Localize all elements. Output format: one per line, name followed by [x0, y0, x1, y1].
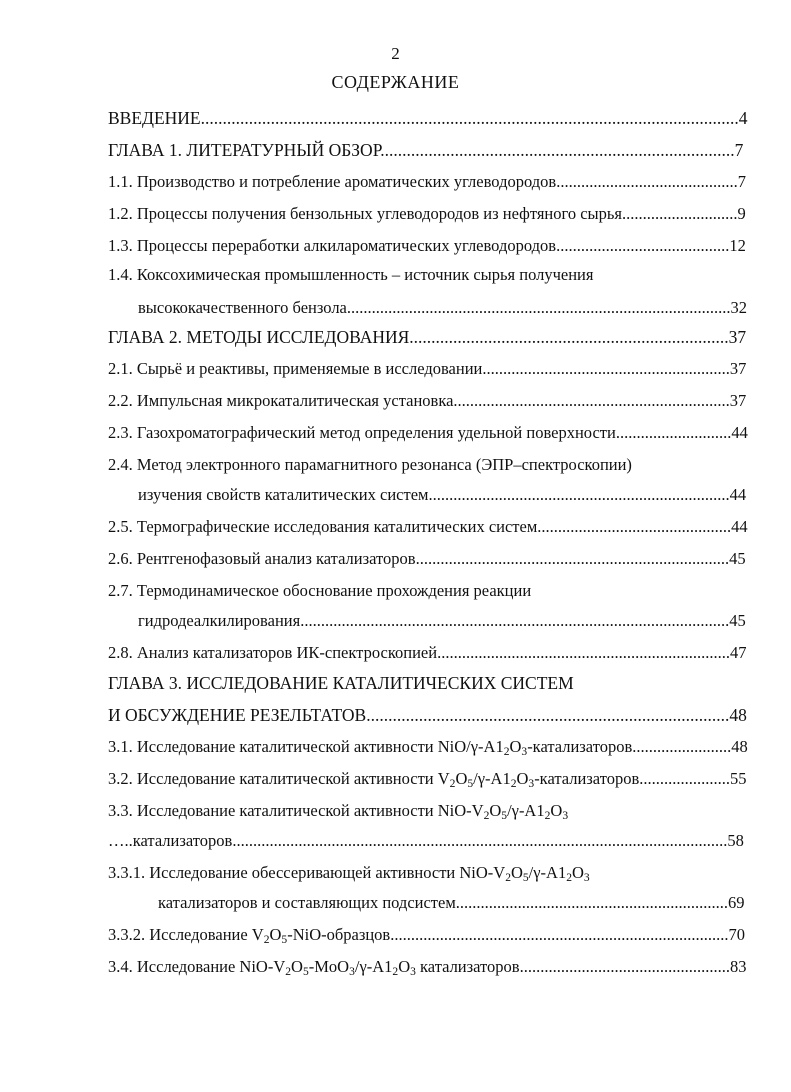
toc-entry-title: ГЛАВА 3. ИССЛЕДОВАНИЕ КАТАЛИТИЧЕСКИХ СИСТЕМ	[108, 673, 574, 693]
toc-entry-title: 2.5. Термографические исследования каталитических систем	[108, 517, 538, 536]
toc-entry	[138, 298, 747, 318]
toc-leader-dots: ........................................................................................................................	[232, 831, 728, 850]
toc-page-number: 32	[730, 298, 748, 317]
toc-entry	[108, 863, 590, 883]
toc-entry	[108, 265, 593, 285]
toc-leader-dots: ............................................	[556, 172, 738, 191]
toc-title: СОДЕРЖАНИЕ	[331, 72, 460, 92]
toc-page-number: 9	[737, 204, 746, 223]
toc-leader-dots: ...................................................	[519, 957, 730, 976]
toc-entry	[158, 893, 745, 913]
toc-page-number: 48	[729, 705, 747, 725]
toc-entry-title: 2.7. Термодинамическое обоснование прохождения реакции	[108, 581, 532, 600]
toc-leader-dots: .........................................................................	[428, 485, 730, 504]
toc-leader-dots: .................................................................................	[380, 140, 735, 160]
toc-entry-title: 1.2. Процессы получения бензольных углеводородов из нефтяного сырья	[108, 204, 622, 223]
toc-entry-title: 3.2. Исследование каталитической активности $V_2O_5/\gamma-A1_2O_3$-катализаторов	[108, 769, 640, 790]
toc-entry-title: 2.6. Рентгенофазовый анализ катализаторов	[108, 549, 416, 568]
toc-page-number: 70	[728, 925, 745, 944]
toc-page-number: 37	[728, 327, 747, 347]
toc-entry	[108, 769, 747, 789]
toc-entry	[108, 359, 746, 379]
toc-entry-title: 3.4. Исследование NiO-$V_2O_5-MoO_3/\gamma-A1_2O_3$ катализаторов	[108, 957, 520, 978]
toc-page-number: 45	[729, 549, 746, 568]
toc-entry	[108, 801, 568, 821]
toc-page-number: 44	[731, 517, 748, 536]
toc-leader-dots: ..........................................	[556, 236, 730, 255]
toc-entry-title: 1.3. Процессы переработки алкилароматических углеводородов	[108, 236, 557, 255]
toc-entry-title: 3.3.1. Исследование обессеривающей активности NiO-$V_2O_5/\gamma-A1_2O_3$	[108, 863, 590, 884]
toc-entry	[108, 831, 744, 851]
toc-leader-dots: ...................................................................	[453, 391, 730, 410]
toc-page-number: 48	[731, 737, 748, 756]
toc-leader-dots: ............................	[622, 204, 738, 223]
toc-leader-dots: ..................................................................	[455, 893, 729, 912]
toc-leader-dots: ...................................................................................	[366, 705, 730, 725]
toc-entry	[108, 423, 748, 443]
toc-entry-title: …..катализаторов	[108, 831, 233, 850]
toc-leader-dots: ............................	[615, 423, 732, 442]
toc-entry-title: 3.1. Исследование каталитической активности NiO/$\gamma-A1_2O_3$-катализаторов	[108, 737, 633, 758]
toc-entry-title: 1.1. Производство и потребление ароматических углеводородов	[108, 172, 557, 191]
toc-page-number: 45	[729, 611, 746, 630]
toc-page-number: 12	[729, 236, 746, 255]
toc-entry-title: 2.3. Газохроматографический метод определения удельной поверхности	[108, 423, 616, 442]
toc-entry-title: ГЛАВА 2. МЕТОДЫ ИССЛЕДОВАНИЯ	[108, 327, 410, 347]
toc-leader-dots: ...............................................	[537, 517, 732, 536]
toc-entry	[108, 236, 746, 256]
toc-page-number: 44	[731, 423, 748, 442]
toc-page-number: 69	[728, 893, 745, 912]
toc-entry	[108, 204, 746, 224]
toc-entry-title: изучения свойств каталитических систем	[138, 485, 429, 504]
toc-leader-dots: ..................................................................................	[390, 925, 729, 944]
toc-leader-dots: .......................................................................	[437, 643, 730, 662]
toc-entry	[138, 611, 746, 631]
toc-entry-title: высококачественного бензола	[138, 298, 347, 317]
toc-entry	[108, 957, 746, 977]
toc-entry	[108, 737, 748, 757]
toc-entry-title: гидродеалкилирования	[138, 611, 301, 630]
toc-entry-title: ГЛАВА 1. ЛИТЕРАТУРНЫЙ ОБЗОР	[108, 140, 381, 160]
toc-leader-dots: ........................................................................................................	[300, 611, 730, 630]
toc-entry	[108, 108, 748, 129]
toc-page-number: 58	[727, 831, 744, 850]
toc-entry-title: ВВЕДЕНИЕ	[108, 108, 201, 128]
toc-entry-title: 2.1. Сырьё и реактивы, применяемые в исследовании	[108, 359, 483, 378]
toc-leader-dots: ............................................................	[482, 359, 730, 378]
toc-entry	[108, 705, 747, 726]
toc-page-number: 83	[729, 957, 747, 976]
toc-entry-title: И ОБСУЖДЕНИЕ РЕЗЕЛЬТАТОВ	[108, 705, 367, 725]
toc-entry-title: 2.4. Метод электронного парамагнитного резонанса (ЭПР–спектроскопии)	[108, 455, 632, 474]
toc-entry	[108, 140, 743, 161]
toc-entry-title: 2.8. Анализ катализаторов ИК-спектроскопией	[108, 643, 438, 662]
toc-page-number: 44	[729, 485, 747, 504]
toc-entry	[108, 581, 531, 601]
toc-page-number: 37	[729, 359, 747, 378]
toc-entry	[108, 673, 574, 694]
toc-leader-dots: ............................................................................	[415, 549, 730, 568]
toc-entry	[108, 549, 746, 569]
toc-entry-title: катализаторов и составляющих подсистем	[158, 893, 456, 912]
toc-entry-title: 2.2. Импульсная микрокаталитическая установка	[108, 391, 454, 410]
toc-entry	[108, 455, 632, 475]
toc-page-number: 4	[738, 108, 748, 128]
toc-entry-title: 1.4. Коксохимическая промышленность – источник сырья получения	[108, 265, 594, 284]
toc-page-number: 7	[734, 140, 744, 160]
toc-leader-dots: ........................	[632, 737, 732, 756]
toc-page-number: 55	[730, 769, 747, 788]
toc-entry-title: 3.3.2. Исследование $V_2O_5-NiO$-образцов	[108, 925, 391, 946]
toc-leader-dots: ...........................................................................................................................	[200, 108, 739, 128]
toc-page-number: 7	[737, 172, 746, 191]
toc-entry	[108, 925, 745, 945]
toc-page-number: 37	[729, 391, 747, 410]
toc-entry	[138, 485, 746, 505]
page-number: 2	[391, 44, 400, 63]
toc-leader-dots: ......................	[639, 769, 730, 788]
toc-entry	[108, 327, 746, 348]
toc-page-number: 47	[729, 643, 747, 662]
toc-leader-dots: .........................................................................	[409, 327, 729, 347]
toc-entry	[108, 517, 748, 537]
toc-leader-dots: .............................................................................................	[346, 298, 731, 317]
toc-entry	[108, 172, 746, 192]
toc-entry	[108, 391, 746, 411]
toc-entry	[108, 643, 746, 663]
toc-entry-title: 3.3. Исследование каталитической активности NiO-$V_2O_5/\gamma-A1_2O_3$	[108, 801, 569, 822]
